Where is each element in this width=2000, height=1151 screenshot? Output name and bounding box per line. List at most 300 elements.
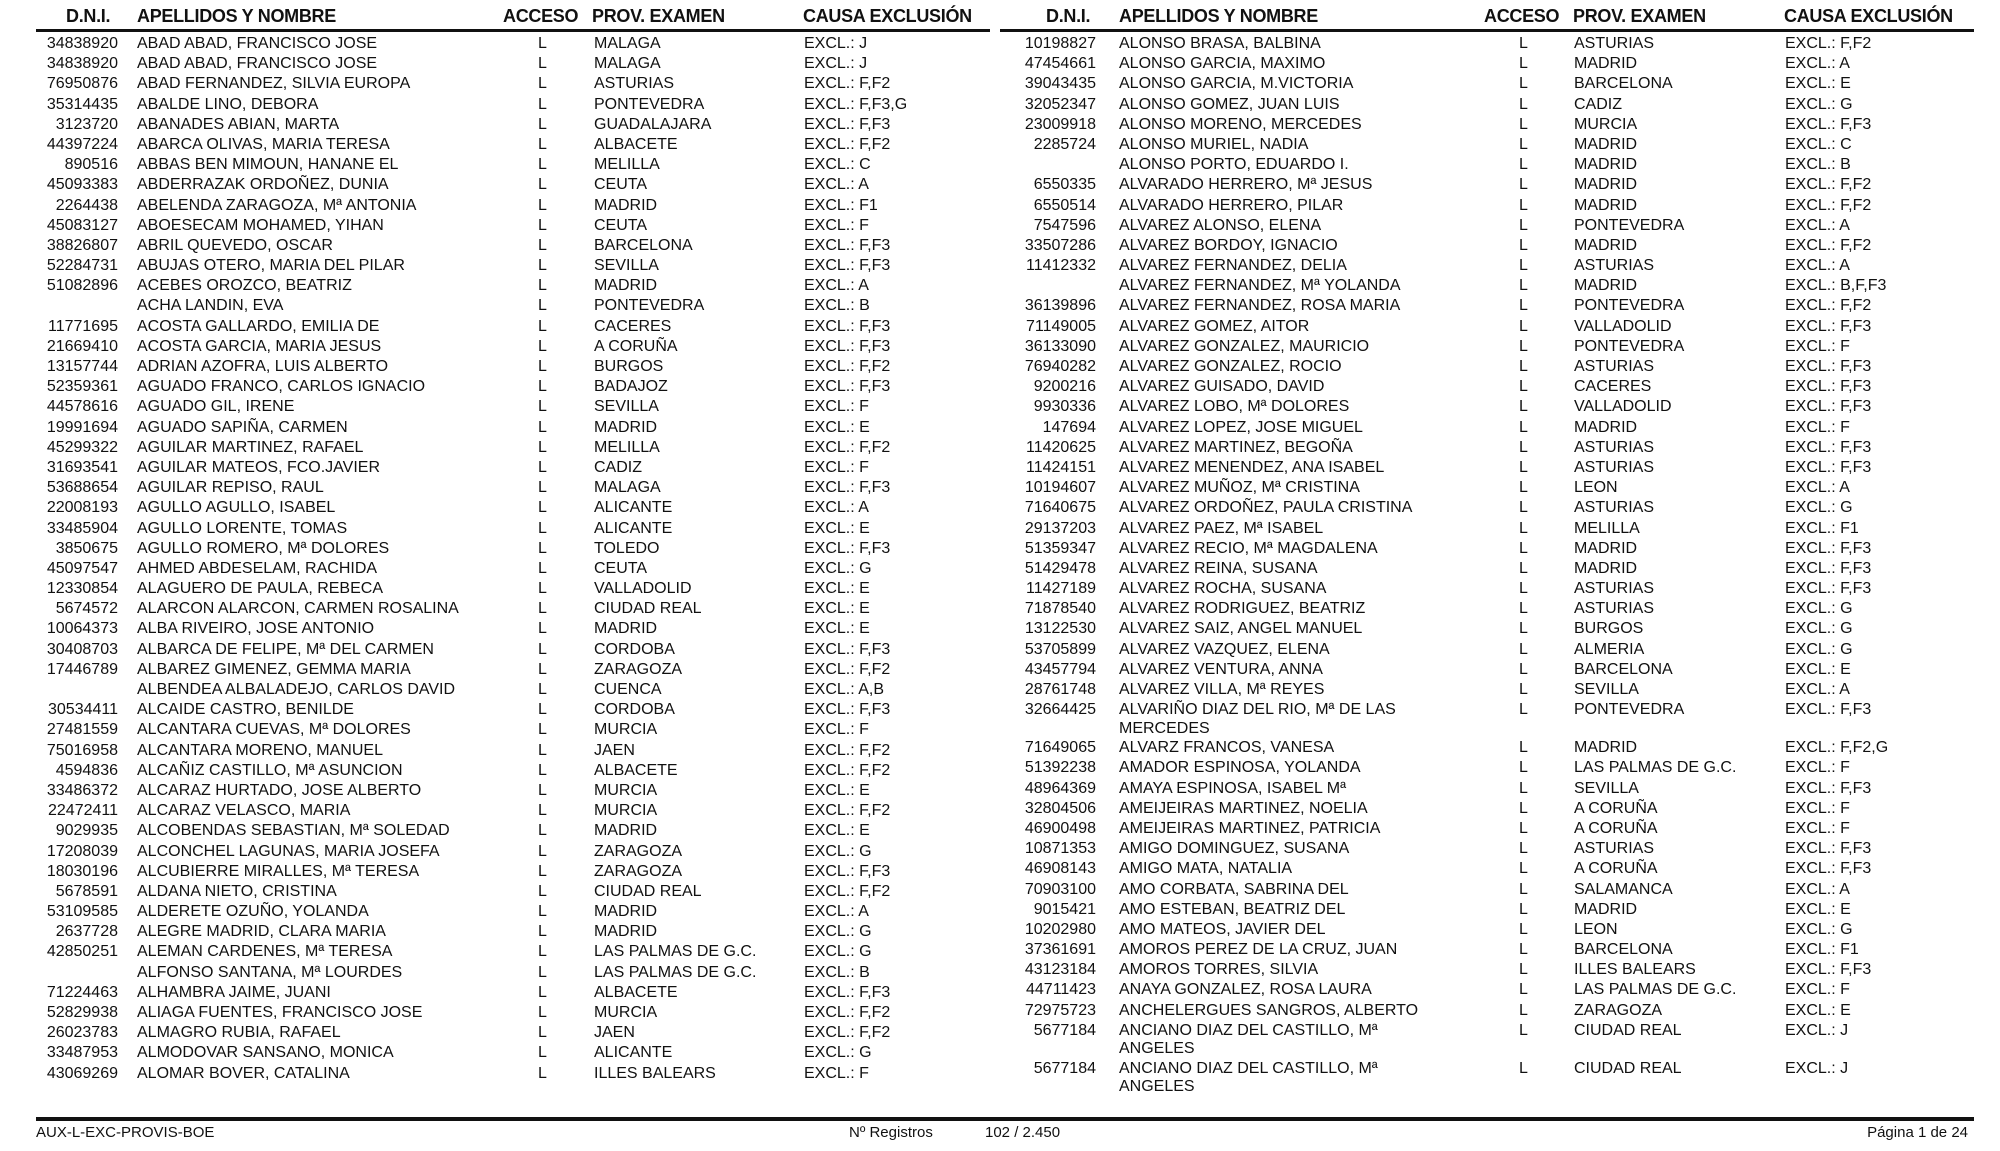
name-cell: ACOSTA GARCIA, MARIA JESUS (137, 337, 382, 355)
acceso-cell: L (538, 378, 547, 396)
name-cell: ALVAREZ GONZALEZ, MAURICIO (1119, 337, 1370, 355)
prov-cell: MADRID (1574, 418, 1638, 436)
dni-cell: 53109585 (46, 903, 118, 921)
causa-cell: EXCL.: E (1785, 75, 1851, 93)
prov-cell: GUADALAJARA (594, 115, 712, 133)
table-row (0, 74, 2000, 94)
acceso-cell: L (1519, 458, 1528, 476)
dni-cell: 3123720 (55, 115, 118, 133)
name-cell: ALCAIDE CASTRO, BENILDE (137, 701, 354, 719)
causa-cell: EXCL.: G (1785, 620, 1853, 638)
table-row (0, 839, 2000, 859)
prov-cell: MELILLA (1574, 519, 1640, 537)
prov-cell: CORDOBA (594, 701, 675, 719)
causa-cell: EXCL.: C (1785, 135, 1852, 153)
prov-cell: CACERES (1574, 378, 1652, 396)
prov-cell: BARCELONA (594, 236, 693, 254)
name-cell: ANCIANO DIAZ DEL CASTILLO, Mª ANGELES (1119, 1021, 1378, 1058)
acceso-cell: L (538, 539, 547, 557)
name-cell: AMIGO MATA, NATALIA (1119, 860, 1293, 878)
name-cell: ALBARCA DE FELIPE, Mª DEL CARMEN (137, 640, 434, 658)
name-cell: AMO ESTEBAN, BEATRIZ DEL (1119, 900, 1346, 918)
causa-cell: EXCL.: G (1785, 499, 1853, 517)
causa-cell: EXCL.: F (1785, 799, 1850, 817)
prov-cell: ASTURIAS (1574, 257, 1655, 275)
name-cell: ADRIAN AZOFRA, LUIS ALBERTO (137, 358, 389, 375)
dni-cell: 71640675 (1024, 499, 1096, 517)
acceso-cell: L (1519, 860, 1528, 878)
prov-cell: JAEN (594, 1024, 635, 1042)
causa-cell: EXCL.: F,F3 (1785, 539, 1872, 557)
name-cell: ALVAREZ GOMEZ, AITOR (1119, 317, 1310, 335)
name-cell: ACEBES OROZCO, BEATRIZ (137, 277, 352, 295)
prov-cell: MADRID (594, 277, 658, 295)
causa-cell: EXCL.: F,F2 (1785, 236, 1872, 254)
acceso-cell: L (538, 842, 547, 860)
name-cell: ALVAREZ VENTURA, ANNA (1119, 660, 1323, 678)
prov-cell: SEVILLA (1574, 681, 1639, 698)
dni-cell: 22472411 (48, 802, 118, 820)
table-row (0, 216, 2000, 236)
name-cell: AGUADO FRANCO, CARLOS IGNACIO (137, 378, 426, 396)
prov-cell: MADRID (594, 418, 658, 436)
causa-cell: EXCL.: F,F3 (1785, 779, 1872, 797)
causa-cell: EXCL.: G (1785, 600, 1853, 618)
acceso-cell: L (1519, 297, 1528, 315)
causa-cell: EXCL.: J (1785, 1021, 1849, 1039)
acceso-cell: L (538, 1024, 547, 1042)
prov-cell: MADRID (1574, 559, 1638, 577)
name-cell: ALVARADO HERRERO, Mª JESUS (1119, 176, 1373, 194)
prov-cell: ASTURIAS (1574, 499, 1655, 517)
dni-cell: 45093383 (46, 176, 118, 194)
dni-cell: 9015421 (1033, 900, 1096, 918)
acceso-cell: L (538, 781, 547, 799)
causa-cell: EXCL.: F1 (1785, 519, 1859, 537)
dni-cell: 10064373 (46, 620, 118, 638)
table-row (0, 738, 2000, 758)
causa-cell: EXCL.: E (1785, 1001, 1851, 1019)
dni-cell: 12330854 (46, 580, 118, 598)
dni-cell: 52284731 (46, 257, 118, 275)
dni-cell: 52359361 (46, 378, 118, 396)
dni-cell: 2637728 (55, 923, 118, 941)
causa-cell: EXCL.: F (804, 216, 869, 234)
dni-cell: 33487953 (46, 1044, 118, 1062)
prov-cell: PONTEVEDRA (1574, 701, 1685, 719)
header-dni: D.N.I. (66, 6, 111, 26)
table-row (0, 276, 2000, 296)
name-cell: ALVAREZ ROCHA, SUSANA (1119, 580, 1327, 598)
causa-cell: EXCL.: A (1785, 880, 1850, 898)
prov-cell: CACERES (594, 317, 672, 335)
acceso-cell: L (1519, 176, 1528, 194)
table-row (0, 960, 2000, 980)
prov-cell: SEVILLA (1574, 779, 1639, 797)
prov-cell: CEUTA (594, 216, 648, 234)
table-row (0, 236, 2000, 256)
causa-cell: EXCL.: B,F,F3 (1785, 277, 1887, 295)
causa-cell: EXCL.: F (1785, 819, 1850, 837)
prov-cell: BARCELONA (1574, 660, 1673, 678)
acceso-cell: L (1519, 640, 1528, 658)
dni-cell: 71649065 (1024, 739, 1096, 757)
name-cell: ALONSO PORTO, EDUARDO I. (1119, 156, 1349, 174)
prov-cell: MADRID (594, 822, 658, 840)
name-cell: AMOROS PEREZ DE LA CRUZ, JUAN (1119, 941, 1398, 959)
prov-cell: CIUDAD REAL (1574, 1059, 1682, 1077)
prov-cell: ALICANTE (594, 1044, 673, 1062)
causa-cell: EXCL.: F,F3 (804, 539, 891, 557)
acceso-cell: L (538, 479, 547, 497)
prov-cell: MADRID (594, 196, 658, 214)
dni-cell: 43123184 (1024, 961, 1096, 979)
dni-cell: 5677184 (1033, 1021, 1096, 1039)
prov-cell: CIUDAD REAL (594, 600, 702, 618)
causa-cell: EXCL.: F,F3 (804, 862, 891, 880)
causa-cell: EXCL.: F,F2 (804, 135, 891, 153)
name-cell: AGUILAR REPISO, RAUL (137, 479, 324, 497)
name-cell: ALVAREZ MENENDEZ, ANA ISABEL (1119, 458, 1385, 476)
dni-cell: 10202980 (1024, 920, 1096, 938)
dni-cell: 43069269 (46, 1064, 118, 1082)
name-cell: ALCARAZ VELASCO, MARIA (137, 802, 351, 820)
acceso-cell: L (538, 882, 547, 900)
causa-cell: EXCL.: A (804, 499, 869, 517)
causa-cell: EXCL.: F (804, 458, 869, 476)
prov-cell: ZARAGOZA (1574, 1001, 1663, 1019)
dni-cell: 37361691 (1024, 941, 1096, 959)
dni-cell: 33485904 (46, 519, 118, 537)
table-row (0, 579, 2000, 599)
acceso-cell: L (1519, 900, 1528, 918)
acceso-cell: L (1519, 236, 1528, 254)
prov-cell: ASTURIAS (1574, 458, 1655, 476)
name-cell: ALVAREZ PAEZ, Mª ISABEL (1119, 519, 1324, 537)
dni-cell: 2285724 (1033, 135, 1096, 153)
name-cell: AHMED ABDESELAM, RACHIDA (137, 559, 378, 577)
acceso-cell: L (1519, 35, 1528, 52)
causa-cell: EXCL.: F (1785, 759, 1850, 777)
dni-cell: 13157744 (46, 358, 118, 375)
name-cell: AMO CORBATA, SABRINA DEL (1119, 880, 1349, 898)
causa-cell: EXCL.: F,F3 (1785, 398, 1872, 416)
causa-cell: EXCL.: F,F2 (1785, 176, 1872, 194)
dni-cell: 147694 (1042, 418, 1096, 436)
table-row (0, 478, 2000, 498)
dni-cell: 10194607 (1024, 479, 1096, 497)
dni-cell: 19991694 (46, 418, 118, 436)
name-cell: ALVAREZ MARTINEZ, BEGOÑA (1119, 438, 1353, 456)
causa-cell: EXCL.: F,F3 (1785, 115, 1872, 133)
name-cell: AMIGO DOMINGUEZ, SUSANA (1119, 840, 1350, 858)
acceso-cell: L (538, 277, 547, 295)
prov-cell: MURCIA (594, 802, 658, 820)
prov-cell: MURCIA (594, 721, 658, 739)
causa-cell: EXCL.: F,F2 (804, 438, 891, 456)
name-cell: ALEGRE MADRID, CLARA MARIA (137, 923, 386, 941)
causa-cell: EXCL.: F,F2 (804, 358, 891, 375)
prov-cell: LAS PALMAS DE G.C. (594, 963, 757, 981)
table-row (0, 438, 2000, 458)
prov-cell: ASTURIAS (1574, 840, 1655, 858)
name-cell: ALVAREZ VAZQUEZ, ELENA (1119, 640, 1330, 658)
name-cell: AGUILAR MARTINEZ, RAFAEL (137, 438, 364, 456)
prov-cell: VALLADOLID (1574, 317, 1672, 335)
prov-cell: PONTEVEDRA (1574, 297, 1685, 315)
records-value: 102 / 2.450 (985, 1124, 1061, 1141)
dni-cell: 36139896 (1024, 297, 1096, 315)
name-cell: AGUADO SAPIÑA, CARMEN (137, 418, 348, 436)
prov-cell: CIUDAD REAL (1574, 1021, 1682, 1039)
dni-cell: 27481559 (46, 721, 118, 739)
acceso-cell: L (538, 1044, 547, 1062)
table-row (0, 1059, 2000, 1097)
acceso-cell: L (538, 721, 547, 739)
dni-cell: 21669410 (46, 337, 118, 355)
dni-cell: 52829938 (46, 1004, 118, 1021)
causa-cell: EXCL.: F,F3 (804, 479, 891, 497)
table-row (0, 1021, 2000, 1059)
name-cell: ALONSO GARCIA, M.VICTORIA (1119, 75, 1354, 93)
table-row (0, 779, 2000, 799)
header-name: APELLIDOS Y NOMBRE (137, 6, 336, 26)
name-cell: AMOROS TORRES, SILVIA (1119, 961, 1319, 979)
acceso-cell: L (538, 1004, 547, 1021)
prov-cell: CIUDAD REAL (594, 882, 702, 900)
prov-cell: LAS PALMAS DE G.C. (594, 943, 757, 961)
prov-cell: VALLADOLID (594, 580, 692, 598)
causa-cell: EXCL.: A (804, 176, 869, 194)
dni-cell: 45299322 (46, 438, 118, 456)
header-name: APELLIDOS Y NOMBRE (1119, 6, 1318, 26)
name-cell: ALVAREZ FERNANDEZ, Mª YOLANDA (1119, 277, 1401, 295)
prov-cell: BURGOS (594, 358, 664, 375)
causa-cell: EXCL.: F,F2 (804, 660, 891, 678)
name-cell: ABAD FERNANDEZ, SILVIA EUROPA (137, 75, 411, 93)
causa-cell: EXCL.: F,F2 (804, 761, 891, 779)
name-cell: ALIAGA FUENTES, FRANCISCO JOSE (137, 1004, 423, 1021)
table-row (0, 559, 2000, 579)
acceso-cell: L (1519, 196, 1528, 214)
dni-cell: 51429478 (1024, 559, 1096, 577)
dni-cell: 5677184 (1033, 1059, 1096, 1077)
prov-cell: MELILLA (594, 438, 660, 456)
acceso-cell: L (1519, 779, 1528, 797)
prov-cell: LAS PALMAS DE G.C. (1574, 759, 1737, 777)
prov-cell: MALAGA (594, 55, 661, 73)
acceso-cell: L (538, 903, 547, 921)
prov-cell: A CORUÑA (1574, 819, 1658, 837)
causa-cell: EXCL.: F,F3 (1785, 317, 1872, 335)
acceso-cell: L (1519, 156, 1528, 174)
acceso-cell: L (1519, 759, 1528, 777)
dni-cell: 18030196 (46, 862, 118, 880)
dni-cell: 26023783 (46, 1024, 118, 1042)
acceso-cell: L (1519, 799, 1528, 817)
name-cell: AGULLO AGULLO, ISABEL (137, 499, 336, 517)
acceso-cell: L (538, 135, 547, 153)
causa-cell: EXCL.: E (804, 620, 870, 638)
causa-cell: EXCL.: F (1785, 981, 1850, 999)
dni-cell: 53688654 (46, 479, 118, 497)
prov-cell: A CORUÑA (1574, 799, 1658, 817)
acceso-cell: L (1519, 317, 1528, 335)
dni-cell: 45097547 (46, 559, 118, 577)
name-cell: ABUJAS OTERO, MARIA DEL PILAR (137, 257, 405, 275)
table-row (0, 95, 2000, 115)
causa-cell: EXCL.: A (1785, 479, 1850, 497)
acceso-cell: L (538, 822, 547, 840)
prov-cell: ALICANTE (594, 519, 673, 537)
causa-cell: EXCL.: F,F2 (804, 741, 891, 759)
name-cell: ALBA RIVEIRO, JOSE ANTONIO (137, 620, 375, 638)
table-row (0, 337, 2000, 357)
dni-cell: 46908143 (1024, 860, 1096, 878)
prov-cell: SEVILLA (594, 398, 659, 416)
causa-cell: EXCL.: F,F2 (804, 1004, 891, 1021)
acceso-cell: L (538, 115, 547, 133)
table-row (0, 640, 2000, 660)
header-causa: CAUSA EXCLUSIÓN (1784, 6, 1953, 26)
acceso-cell: L (538, 580, 547, 598)
acceso-cell: L (1519, 681, 1528, 698)
dni-cell: 44397224 (46, 135, 118, 153)
dni-cell: 7547596 (1033, 216, 1096, 234)
name-cell: ABAD ABAD, FRANCISCO JOSE (137, 55, 378, 73)
dni-cell: 11771695 (48, 317, 118, 335)
dni-cell: 9029935 (55, 822, 118, 840)
acceso-cell: L (1519, 1001, 1528, 1019)
acceso-cell: L (538, 418, 547, 436)
causa-cell: EXCL.: A (804, 903, 869, 921)
acceso-cell: L (1519, 739, 1528, 757)
table-row (0, 980, 2000, 1000)
causa-cell: EXCL.: F (1785, 337, 1850, 355)
table-row (0, 296, 2000, 316)
table-row (0, 519, 2000, 539)
table-row (0, 377, 2000, 397)
causa-cell: EXCL.: E (804, 519, 870, 537)
causa-cell: EXCL.: G (1785, 920, 1853, 938)
table-row (0, 54, 2000, 74)
acceso-cell: L (1519, 337, 1528, 355)
name-cell: ALVARIÑO DIAZ DEL RIO, Mª DE LAS MERCEDES (1119, 701, 1396, 737)
dni-cell: 10871353 (1024, 840, 1096, 858)
dni-cell: 9200216 (1033, 378, 1096, 396)
acceso-cell: L (1519, 135, 1528, 153)
causa-cell: EXCL.: F,F3 (804, 983, 891, 1001)
causa-cell: EXCL.: E (804, 822, 870, 840)
table-row (0, 135, 2000, 155)
name-cell: ALBAREZ GIMENEZ, GEMMA MARIA (137, 660, 411, 678)
causa-cell: EXCL.: G (804, 842, 872, 860)
prov-cell: VALLADOLID (1574, 398, 1672, 416)
name-cell: ABOESECAM MOHAMED, YIHAN (137, 216, 384, 234)
causa-cell: EXCL.: G (804, 1044, 872, 1062)
table-row (0, 357, 2000, 377)
dni-cell: 72975723 (1024, 1001, 1096, 1019)
acceso-cell: L (538, 701, 547, 719)
table-row (0, 880, 2000, 900)
acceso-cell: L (1519, 75, 1528, 93)
footer-divider (36, 1117, 1974, 1121)
acceso-cell: L (1519, 358, 1528, 375)
causa-cell: EXCL.: A (1785, 55, 1850, 73)
causa-cell: EXCL.: F,F3 (804, 337, 891, 355)
name-cell: ALONSO BRASA, BALBINA (1119, 35, 1321, 52)
dni-cell: 71878540 (1024, 600, 1096, 618)
acceso-cell: L (1519, 479, 1528, 497)
name-cell: ALVAREZ FERNANDEZ, DELIA (1119, 257, 1347, 275)
causa-cell: EXCL.: F1 (804, 196, 878, 214)
table-row (0, 397, 2000, 417)
acceso-cell: L (538, 499, 547, 517)
name-cell: ALCONCHEL LAGUNAS, MARIA JOSEFA (137, 842, 440, 860)
dni-cell: 34838920 (46, 55, 118, 73)
name-cell: AMO MATEOS, JAVIER DEL (1119, 920, 1326, 938)
causa-cell: EXCL.: A,B (804, 681, 885, 698)
acceso-cell: L (538, 95, 547, 113)
dni-cell: 5674572 (55, 600, 118, 618)
acceso-cell: L (538, 438, 547, 456)
dni-cell: 17208039 (46, 842, 118, 860)
acceso-cell: L (1519, 941, 1528, 959)
header-acceso: ACCESO (1484, 6, 1560, 26)
name-cell: ABBAS BEN MIMOUN, HANANE EL (137, 156, 399, 174)
causa-cell: EXCL.: A (1785, 257, 1850, 275)
causa-cell: EXCL.: F,F3 (1785, 559, 1872, 577)
dni-cell: 46900498 (1024, 819, 1096, 837)
acceso-cell: L (1519, 418, 1528, 436)
acceso-cell: L (1519, 115, 1528, 133)
causa-cell: EXCL.: G (1785, 95, 1853, 113)
acceso-cell: L (538, 297, 547, 315)
dni-cell: 35314435 (46, 95, 118, 113)
table-row (0, 920, 2000, 940)
name-cell: ABAD ABAD, FRANCISCO JOSE (137, 35, 378, 52)
table-row (0, 256, 2000, 276)
acceso-cell: L (1519, 95, 1528, 113)
name-cell: ALONSO MORENO, MERCEDES (1119, 115, 1362, 133)
prov-cell: ASTURIAS (1574, 358, 1655, 375)
causa-cell: EXCL.: G (1785, 640, 1853, 658)
prov-cell: LEON (1574, 920, 1618, 938)
name-cell: ALVAREZ BORDOY, IGNACIO (1119, 236, 1338, 254)
acceso-cell: L (538, 236, 547, 254)
dni-cell: 28761748 (1024, 681, 1096, 698)
dni-cell: 45083127 (46, 216, 118, 234)
dni-cell: 70903100 (1024, 880, 1096, 898)
acceso-cell: L (538, 943, 547, 961)
causa-cell: EXCL.: J (1785, 1059, 1849, 1077)
name-cell: AGUADO GIL, IRENE (137, 398, 295, 416)
acceso-cell: L (538, 559, 547, 577)
prov-cell: CADIZ (594, 458, 642, 476)
dni-cell: 38826807 (46, 236, 118, 254)
dni-cell: 29137203 (1024, 519, 1096, 537)
acceso-cell: L (538, 358, 547, 375)
acceso-cell: L (1519, 216, 1528, 234)
causa-cell: EXCL.: A (1785, 681, 1850, 698)
name-cell: ALONSO GOMEZ, JUAN LUIS (1119, 95, 1340, 113)
causa-cell: EXCL.: F,F2 (1785, 297, 1872, 315)
prov-cell: MADRID (1574, 539, 1638, 557)
name-cell: ALVAREZ SAIZ, ANGEL MANUEL (1119, 620, 1363, 638)
prov-cell: LAS PALMAS DE G.C. (1574, 981, 1737, 999)
prov-cell: MADRID (1574, 55, 1638, 73)
header-prov: PROV. EXAMEN (592, 6, 725, 26)
